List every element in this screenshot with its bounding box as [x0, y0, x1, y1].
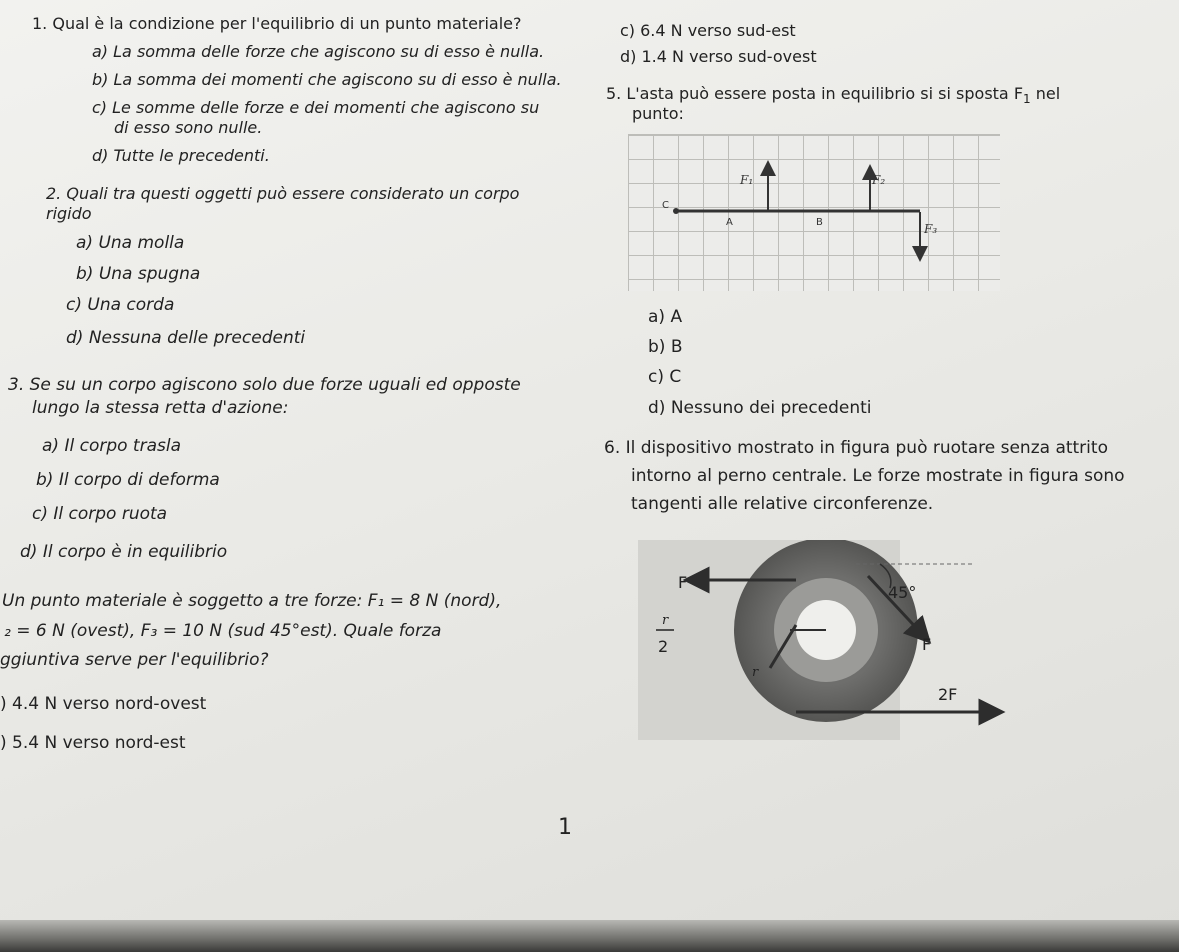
label-f2: F₂ — [872, 173, 886, 187]
label-half-r-denominator: 2 — [658, 637, 669, 656]
label-f3: F₃ — [924, 222, 938, 236]
label-45-degrees: 45° — [888, 583, 917, 602]
question-4-text-line3: ggiuntiva serve per l'equilibrio? — [0, 650, 269, 670]
question-5-option-d: d) Nessuno dei precedenti — [648, 398, 872, 418]
question-2-option-a: a) Una molla — [76, 233, 185, 253]
label-r: r — [752, 665, 759, 680]
question-2-option-d: d) Nessuna delle precedenti — [66, 328, 306, 348]
question-5-text-main: 5. L'asta può essere posta in equilibrio si si sposta F — [606, 84, 1024, 103]
question-4-text-line1: Un punto materiale è soggetto a tre forze: F₁ = 8 N (nord), — [2, 591, 502, 611]
question-2-option-b: b) Una spugna — [76, 264, 201, 284]
label-point-c: C — [662, 200, 669, 211]
label-half-r-numerator: r — [662, 613, 669, 628]
question-5-text-cont: punto: — [632, 104, 684, 123]
question-3-option-d: d) Il corpo è in equilibrio — [20, 542, 228, 562]
label-f-right: F — [922, 635, 932, 654]
question-4-text-line2: ₂ = 6 N (ovest), F₃ = 10 N (sud 45°est). Quale forza — [4, 621, 442, 641]
question-6-text-line2: intorno al perno centrale. Le forze mostrate in figura sono — [631, 466, 1125, 486]
question-1-option-c: c) Le somme delle forze e dei momenti che agiscono su — [92, 98, 540, 117]
question-1-option-a: a) La somma delle forze che agiscono su di esso è nulla. — [92, 42, 545, 61]
question-4-option-b: ) 5.4 N verso nord-est — [0, 733, 186, 753]
label-f1: F₁ — [740, 173, 754, 187]
question-5-option-a: a) A — [648, 307, 683, 327]
question-1-option-d: d) Tutte le precedenti. — [92, 146, 270, 165]
question-2-text: 2. Quali tra questi oggetti può essere considerato un corpo — [46, 184, 520, 203]
question-4-option-a: ) 4.4 N verso nord-ovest — [0, 694, 207, 714]
question-3-text: 3. Se su un corpo agiscono solo due forze uguali ed opposte — [8, 375, 521, 395]
label-f-top: F — [678, 573, 688, 592]
question-6-text-line3: tangenti alle relative circonferenze. — [631, 494, 934, 514]
question-3-text-cont: lungo la stessa retta d'azione: — [32, 398, 289, 418]
question-2-option-c: c) Una corda — [66, 295, 175, 315]
page-number: 1 — [558, 815, 572, 840]
label-2f: 2F — [938, 685, 958, 704]
point-c-dot — [673, 208, 679, 214]
question-6-text-line1: 6. Il dispositivo mostrato in figura può ruotare senza attrito — [604, 438, 1108, 458]
question-3-option-a: a) Il corpo trasla — [42, 436, 181, 456]
question-3-option-c: c) Il corpo ruota — [32, 504, 168, 524]
question-1-text: 1. Qual è la condizione per l'equilibrio di un punto materiale? — [32, 14, 522, 33]
label-point-b: B — [816, 217, 823, 228]
question-4-option-c: c) 6.4 N verso sud-est — [620, 21, 796, 40]
question-3-option-b: b) Il corpo di deforma — [36, 470, 220, 490]
question-5-option-c: c) C — [648, 367, 682, 387]
label-point-a: A — [726, 217, 733, 228]
lever-diagram — [628, 134, 1000, 290]
question-4-option-d: d) 1.4 N verso sud-ovest — [620, 47, 817, 66]
question-1-option-c-cont: di esso sono nulle. — [114, 118, 263, 137]
question-5-option-b: b) B — [648, 337, 683, 357]
question-5-text-end: nel — [1035, 84, 1061, 103]
page-edge-shadow — [0, 920, 1179, 952]
question-1-option-b: b) La somma dei momenti che agiscono su di esso è nulla. — [92, 70, 562, 89]
wheel-diagram — [630, 540, 1010, 750]
question-5-f1-subscript: 1 — [1023, 92, 1031, 106]
question-2-text-cont: rigido — [46, 204, 92, 223]
